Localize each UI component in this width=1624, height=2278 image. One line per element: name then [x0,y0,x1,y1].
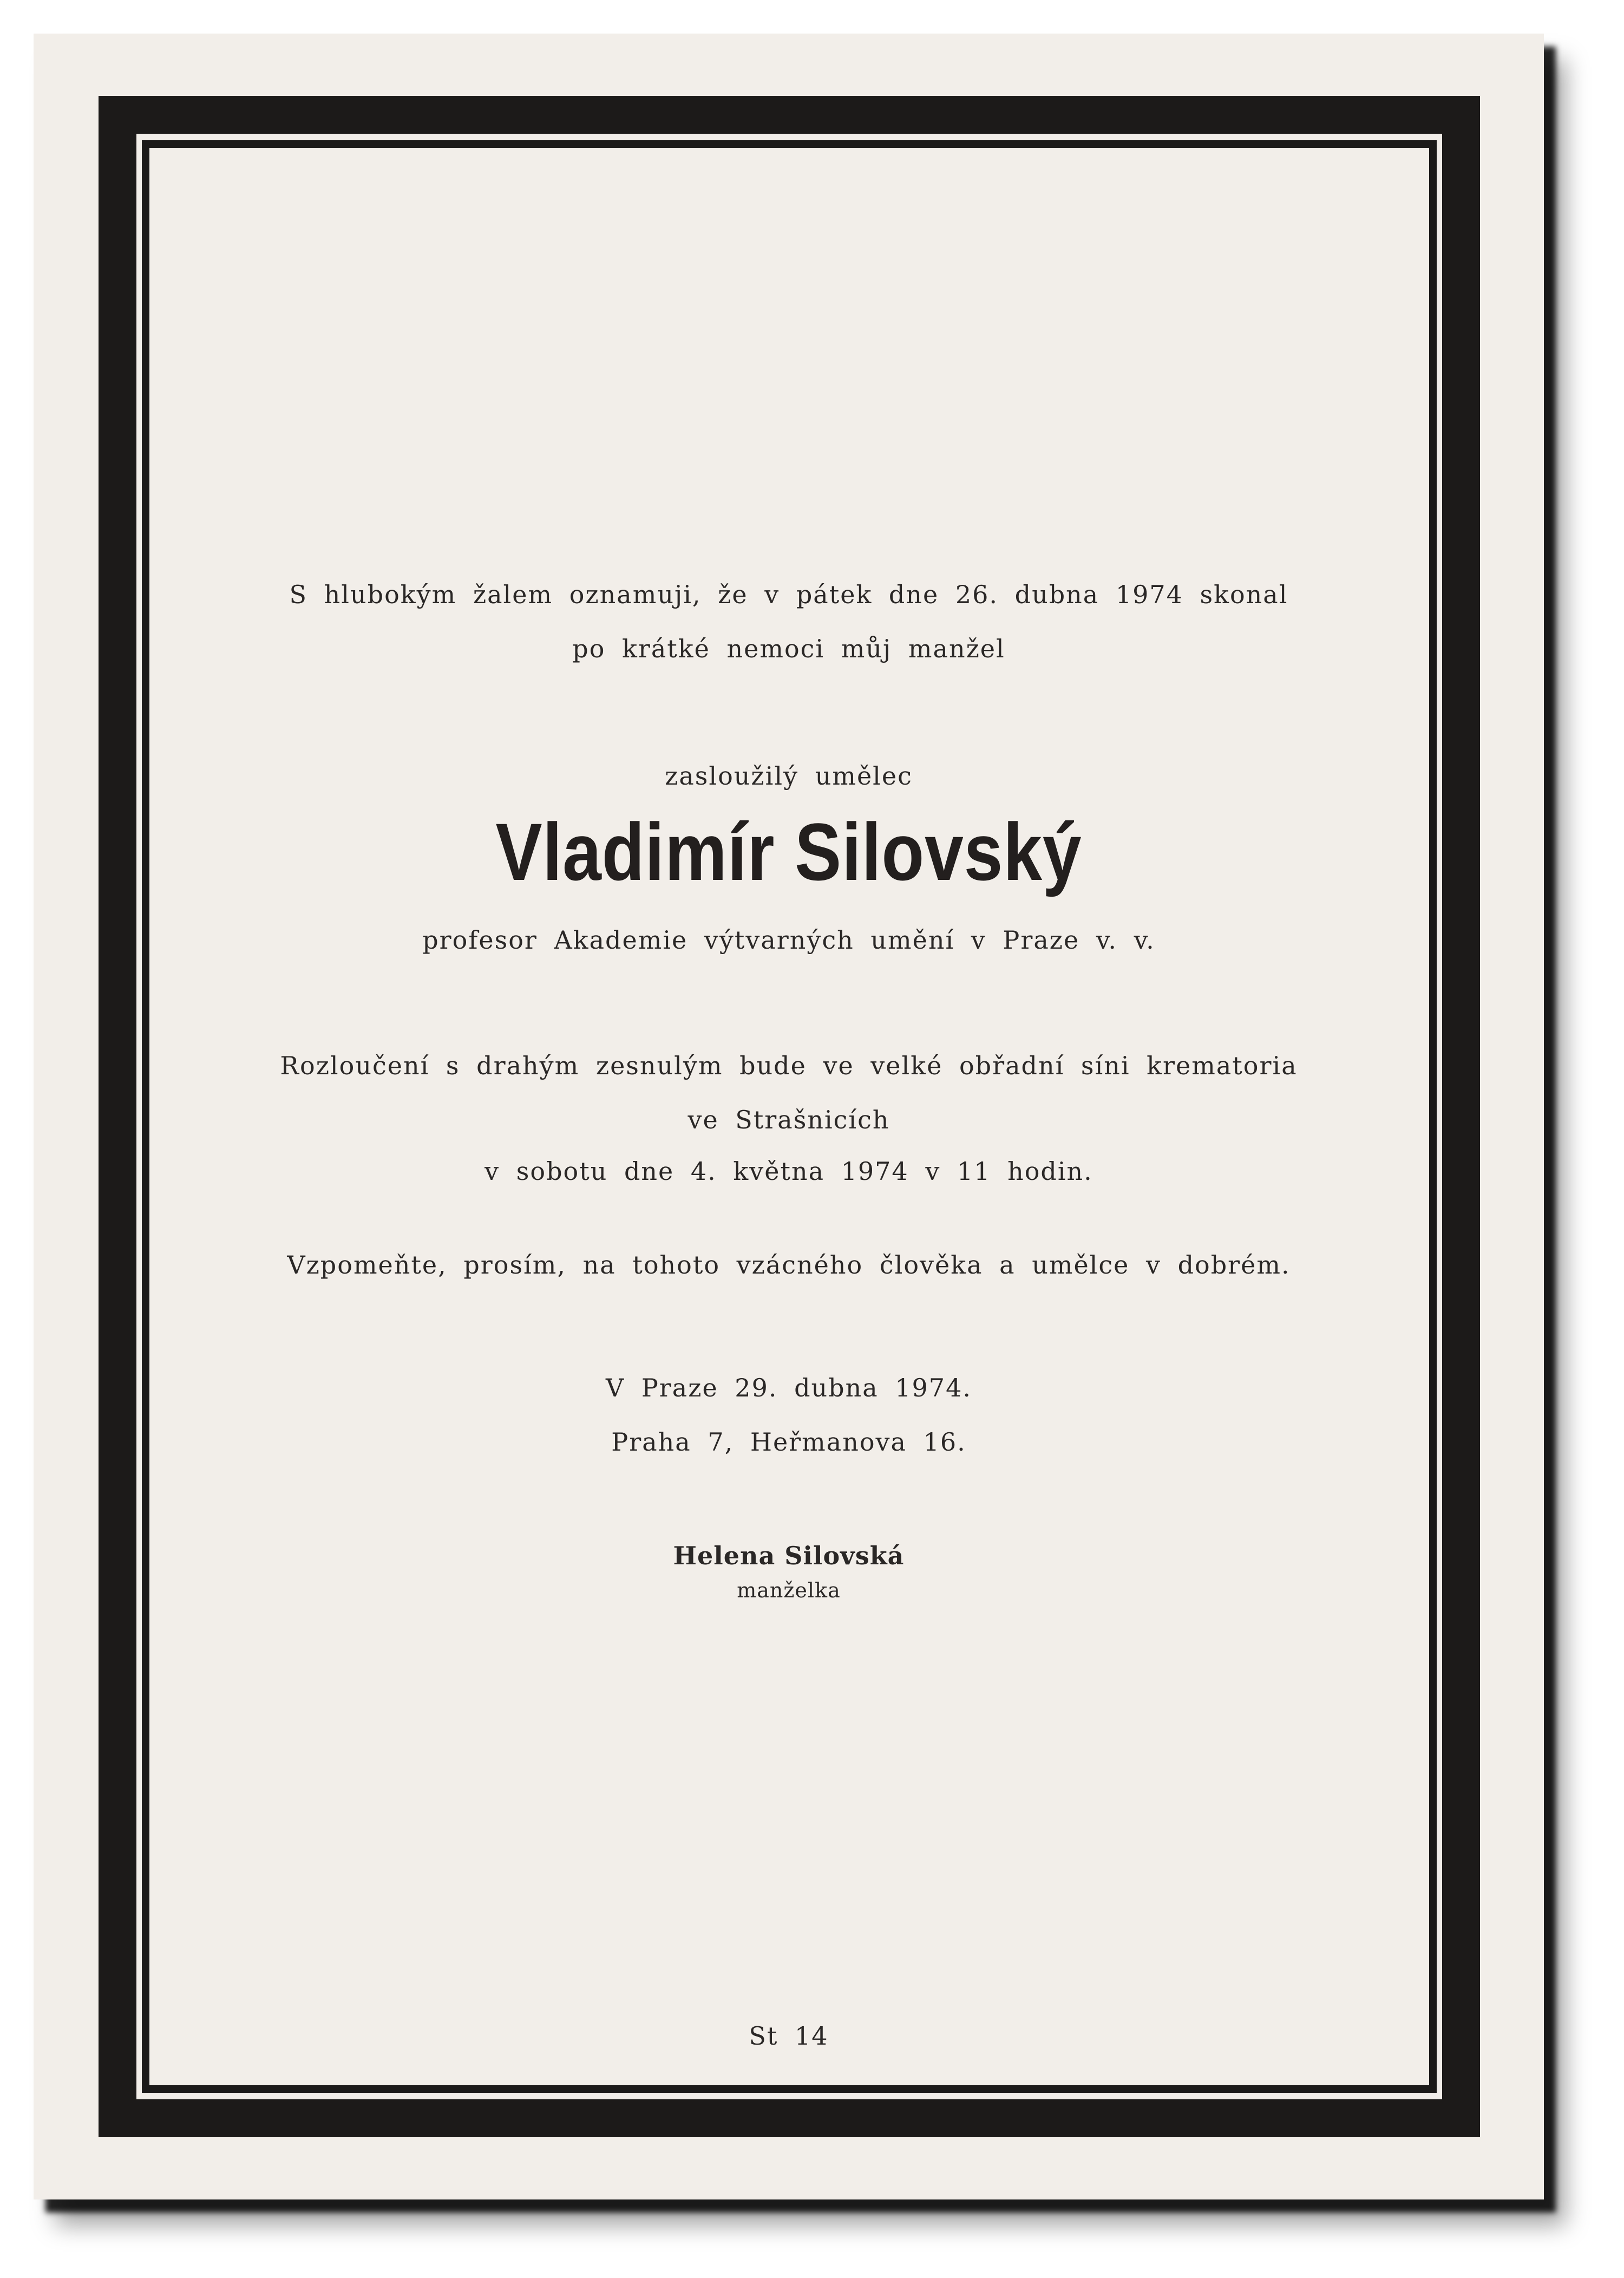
signatory-name: Helena Silovská [673,1541,905,1570]
intro-line-1: S hlubokým žalem oznamuji, že v pátek dne 26. dubna 1974 skonal [289,580,1288,609]
footer-code: St 14 [749,2021,829,2051]
deceased-title: profesor Akademie výtvarných umění v Praze v. v. [422,925,1155,955]
farewell-line-2: ve Strašnicích [687,1105,890,1134]
address: Praha 7, Heřmanova 16. [611,1427,966,1457]
signatory-role: manželka [737,1578,841,1602]
obituary-sheet [34,34,1544,2199]
intro-line-2: po krátké nemoci můj manžel [572,634,1005,663]
farewell-line-1: Rozloučení s drahým zesnulým bude ve velké obřadní síni krematoria [280,1051,1298,1080]
place-date: V Praze 29. dubna 1974. [606,1373,972,1402]
honorific: zasloužilý umělec [665,761,913,791]
remembrance-line: Vzpomeňte, prosím, na tohoto vzácného člověka a umělce v dobrém. [287,1250,1291,1280]
deceased-name: Vladimír Silovský [495,806,1082,897]
farewell-line-3: v sobotu dne 4. května 1974 v 11 hodin. [484,1157,1093,1186]
